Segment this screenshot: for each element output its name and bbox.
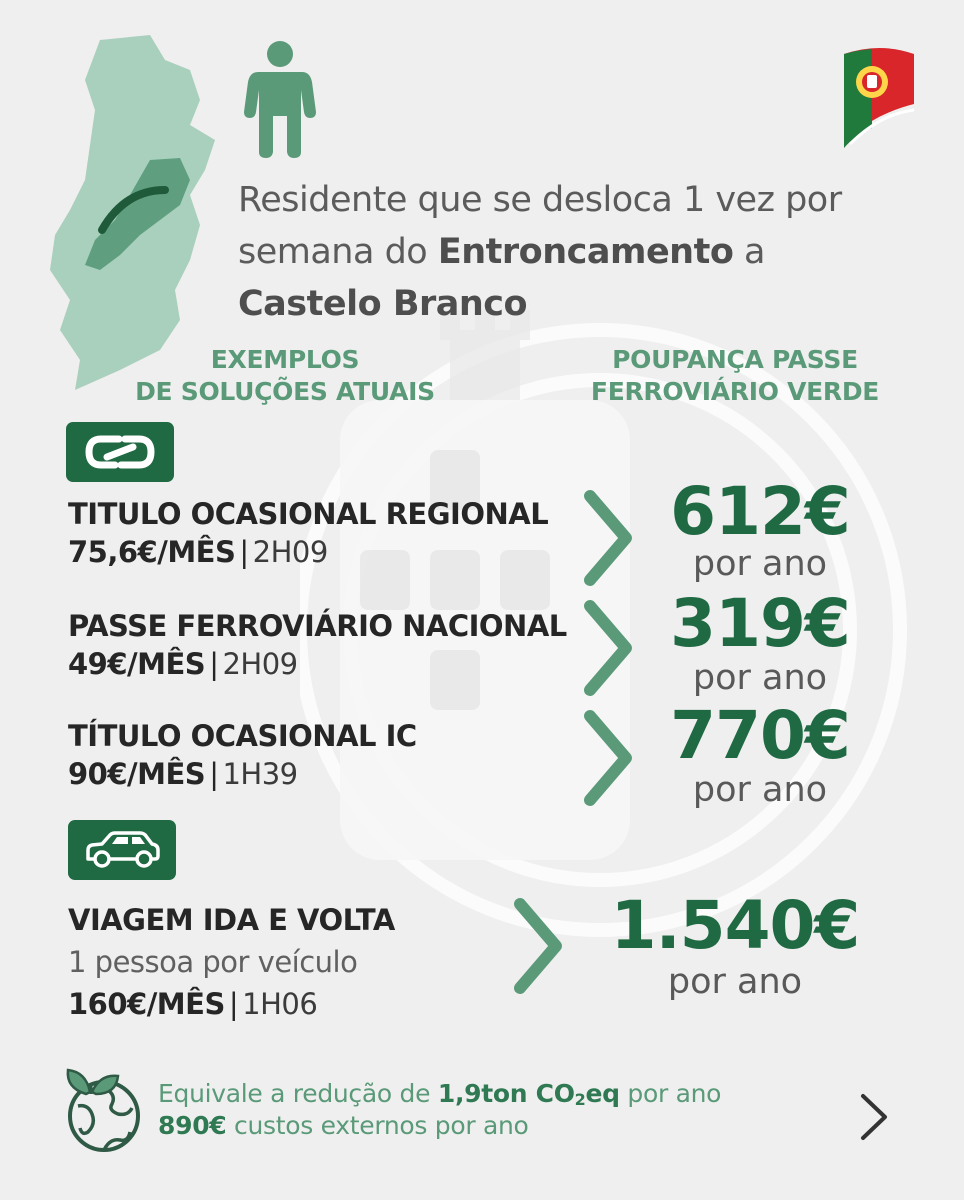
destination-city: Castelo Branco (238, 284, 528, 324)
saving-period-car: por ano (667, 962, 803, 1002)
saving-period-nacional: por ano (692, 658, 828, 698)
globe-leaf-icon (56, 1066, 146, 1156)
option-name-regional: TITULO OCASIONAL REGIONAL (68, 497, 549, 531)
option-details-ic: 90€/MÊS | 1H39 (68, 757, 298, 791)
saving-period-ic: por ano (692, 770, 828, 810)
eco-co2-line: Equivale a redução de 1,9ton $CO_2eq$ por ano (158, 1079, 722, 1109)
column-header-current-solutions: EXEMPLOS DE SOLUÇÕES ATUAIS (135, 345, 435, 406)
origin-city: Entroncamento (437, 232, 734, 272)
option-details-regional: 75,6€/MÊS | 2H09 (68, 535, 328, 569)
option-details-nacional: 49€/MÊS | 2H09 (68, 647, 298, 681)
chevron-right-icon (510, 896, 566, 996)
saving-period-regional: por ano (692, 544, 828, 584)
car-icon (82, 830, 162, 870)
chevron-right-icon (580, 598, 636, 698)
eco-external-costs-line: 890€ custos externos por ano (158, 1111, 529, 1140)
person-icon (244, 40, 316, 158)
car-badge (68, 820, 176, 880)
chevron-right-icon (580, 708, 636, 808)
chevron-right-icon (857, 1092, 891, 1142)
column-header-savings: POUPANÇA PASSE FERROVIÁRIO VERDE (590, 345, 880, 406)
option-subtitle-car: 1 pessoa por veículo (68, 945, 358, 979)
option-name-nacional: PASSE FERROVIÁRIO NACIONAL (68, 609, 567, 643)
saving-amount-regional: 612€ (670, 473, 850, 550)
option-details-car: 160€/MÊS | 1H06 (68, 987, 318, 1021)
page-title: Residente que se desloca 1 vez por semana do Entroncamento a Castelo Branco (238, 180, 842, 324)
chevron-right-icon (580, 488, 636, 588)
portugal-flag-logo (840, 44, 916, 148)
saving-amount-car: 1.540€ (610, 887, 860, 964)
cp-logo-icon (85, 435, 155, 469)
option-name-car: VIAGEM IDA E VOLTA (68, 903, 395, 937)
saving-amount-nacional: 319€ (670, 585, 850, 662)
option-name-ic: TÍTULO OCASIONAL IC (68, 719, 417, 753)
cp-train-logo (66, 422, 174, 482)
saving-amount-ic: 770€ (670, 697, 850, 774)
next-button[interactable] (846, 1086, 902, 1148)
